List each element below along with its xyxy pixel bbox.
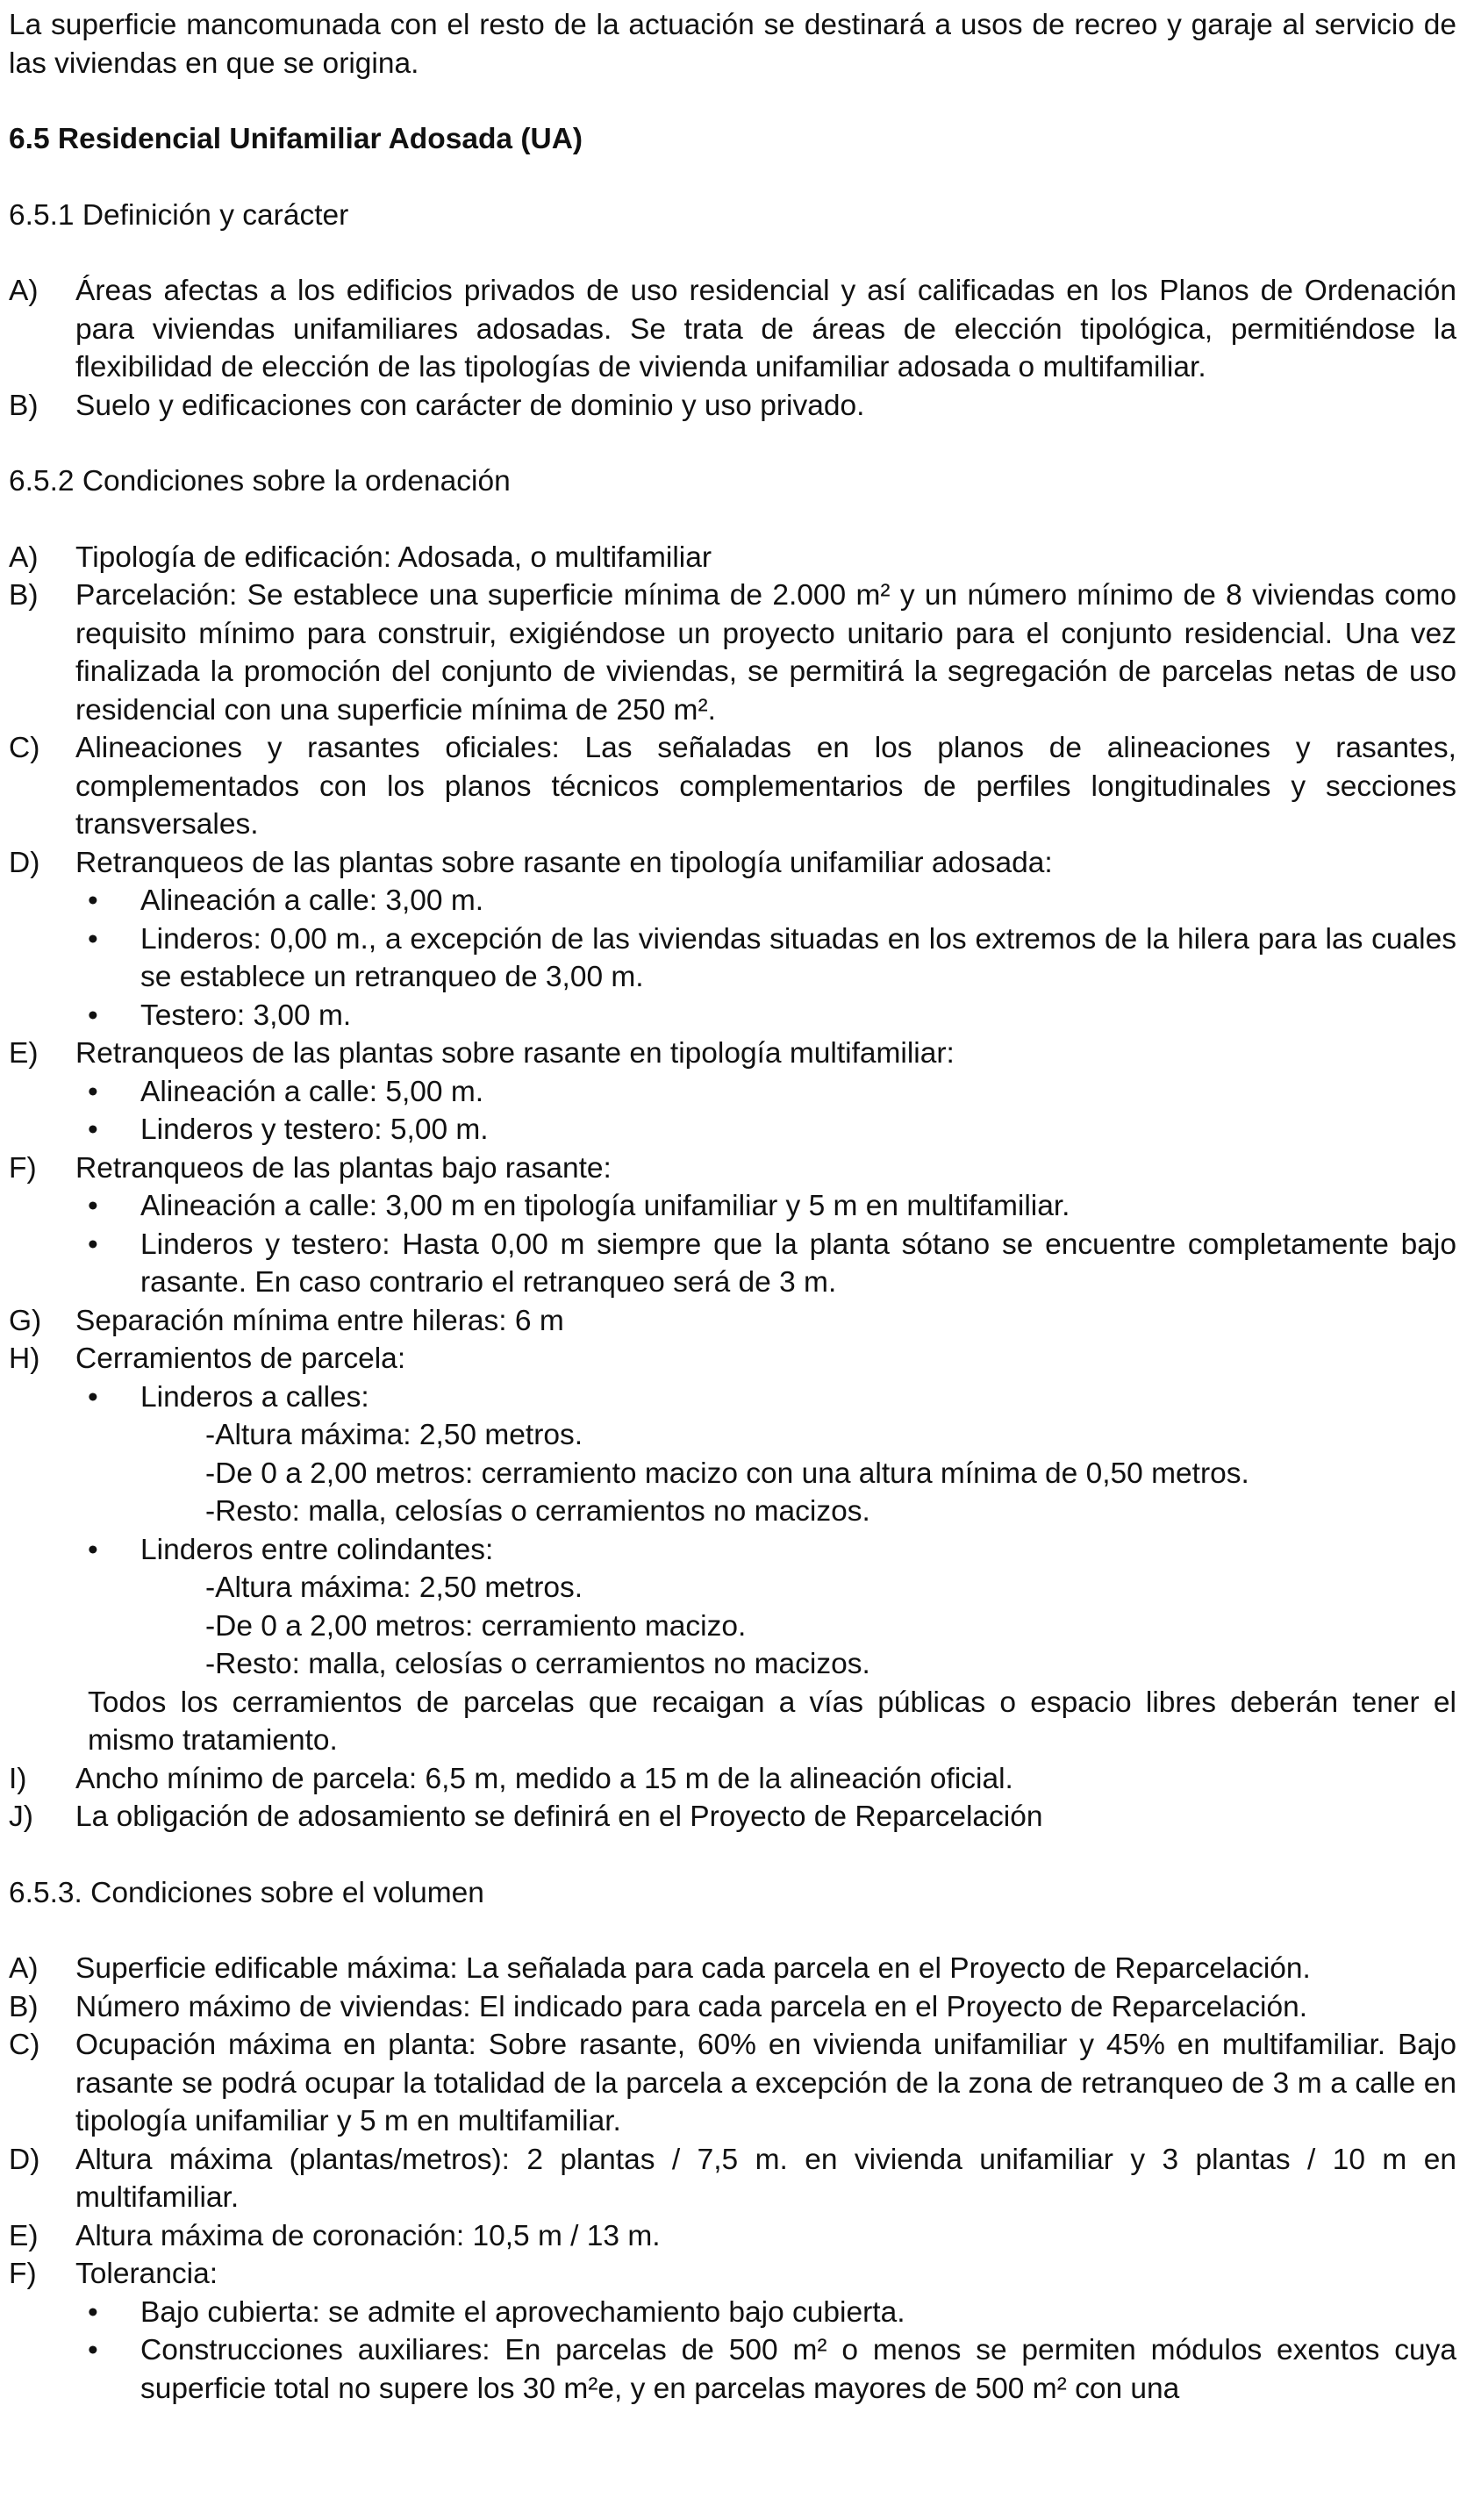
list-item (9, 1302, 1456, 1341)
bullet-text: Alineación a calle: 3,00 m en tipología unifamiliar y 5 m en multifamiliar. (140, 1190, 1070, 1222)
bullet-item (75, 997, 1456, 1035)
list-item (9, 1340, 1456, 1378)
item-text: Tipología de edificación: Adosada, o multifamiliar (75, 541, 712, 574)
bullet-text: Bajo cubierta: se admite el aprovechamiento bajo cubierta. (140, 2295, 905, 2329)
spacer (9, 1912, 1456, 1950)
bullet-icon: • (88, 1228, 98, 1261)
list-item (9, 387, 1456, 426)
sub-list-item: -Altura máxima: 2,50 metros. (205, 1571, 583, 1604)
item-text: Altura máxima de coronación: 10,5 m / 13 m. (75, 2219, 661, 2252)
subsection-title-653: 6.5.3. Condiciones sobre el volumen (9, 1876, 484, 1909)
bullet-icon: • (88, 2295, 98, 2329)
bullet-text: Alineación a calle: 3,00 m. (140, 884, 484, 917)
item-text: Parcelación: Se establece una superficie mínima de 2.000 m² y un número mínimo de 8 viviendas como requisito mínimo para construir, exigiéndose un proyecto unitario para el conjunto residencial. Una vez finalizada la promoción del conjunto de viviendas, se permitirá la segregación de parcelas netas de uso residencial con una superficie mínima de 250 m². (75, 579, 1456, 727)
bullet-icon: • (88, 922, 98, 956)
item-letter: B) (9, 579, 39, 612)
bullet-item (75, 1073, 1456, 1112)
bullet-text: Linderos y testero: 5,00 m. (140, 1113, 489, 1146)
item-text: Ocupación máxima en planta: Sobre rasante, 60% en vivienda unifamiliar y 45% en multifamiliar. Bajo rasante se podrá ocupar la totalidad de la parcela a excepción de la zona de retranqueo de 3 m a calle en tipología unifamiliar y 5 m en multifamiliar. (75, 2029, 1456, 2137)
spacer (9, 82, 1456, 120)
item-text: Separación mínima entre hileras: 6 m (75, 1304, 564, 1337)
bullet-item (75, 1531, 1456, 1570)
item-text: Altura máxima (plantas/metros): 2 plantas / 7,5 m. en vivienda unifamiliar y 3 plantas / 10 m en multifamiliar. (75, 2143, 1456, 2214)
list-item (9, 2141, 1456, 2217)
sub-list-item: -De 0 a 2,00 metros: cerramiento macizo con una altura mínima de 0,50 metros. (205, 1457, 1249, 1490)
spacer (9, 159, 1456, 197)
bullet-icon: • (88, 1533, 98, 1566)
sub-list-item: -Resto: malla, celosías o cerramientos no macizos. (205, 1648, 870, 1680)
item-letter: I) (9, 1762, 27, 1795)
item-letter: B) (9, 389, 39, 422)
item-text: Retranqueos de las plantas sobre rasante en tipología multifamiliar: (75, 1037, 955, 1070)
item-text: Cerramientos de parcela: (75, 1342, 406, 1375)
sub-list-item: -Resto: malla, celosías o cerramientos no macizos. (205, 1495, 870, 1528)
bullet-item (75, 1111, 1456, 1149)
item-text: Retranqueos de las plantas sobre rasante en tipología unifamiliar adosada: (75, 846, 1053, 879)
bullet-item (75, 920, 1456, 997)
bullet-text: Linderos: 0,00 m., a excepción de las viviendas situadas en los extremos de la hilera para las cuales se establece un retranqueo de 3,00 m. (140, 922, 1456, 993)
item-letter: E) (9, 2219, 39, 2252)
spacer (9, 1836, 1456, 1874)
bullet-item (75, 882, 1456, 920)
list-item (9, 539, 1456, 577)
bullet-icon: • (88, 999, 98, 1032)
intro-paragraph: La superficie mancomunada con el resto de la actuación se destinará a usos de recreo y garaje al servicio de las viviendas en que se origina. (9, 9, 1456, 80)
bullet-text: Construcciones auxiliares: En parcelas de 500 m² o menos se permiten módulos exentos cuya superficie total no supere los 30 m²e, y en parcelas mayores de 500 m² con una (140, 2334, 1456, 2405)
item-letter: E) (9, 1037, 39, 1070)
section-title: 6.5 Residencial Unifamiliar Adosada (UA) (9, 123, 583, 155)
list-item (9, 729, 1456, 844)
list-item (9, 1760, 1456, 1799)
list-item (9, 1798, 1456, 1836)
item-letter: A) (9, 1952, 39, 1985)
bullet-text: Alineación a calle: 5,00 m. (140, 1075, 484, 1108)
bullet-icon: • (88, 884, 98, 917)
bullet-text: Linderos a calles: (140, 1380, 369, 1414)
item-text: Alineaciones y rasantes oficiales: Las señaladas en los planos de alineaciones y rasantes, complementados con los planos técnicos complementarios de perfiles longitudinales y secciones transversales. (75, 732, 1456, 841)
bullet-item (75, 1378, 1456, 1417)
spacer (9, 501, 1456, 539)
note-paragraph: Todos los cerramientos de parcelas que recaigan a vías públicas o espacio libres deberán tener el mismo tratamiento. (88, 1686, 1456, 1757)
bullet-item (75, 2331, 1456, 2408)
item-letter: G) (9, 1304, 42, 1337)
item-letter: F) (9, 2258, 37, 2290)
item-letter: J) (9, 1801, 33, 1833)
item-text: Áreas afectas a los edificios privados de uso residencial y así calificadas en los Planos de Ordenación para viviendas unifamiliares adosadas. Se trata de áreas de elección tipológica, permitiéndose la flexibilidad de elección de las tipologías de vivienda unifamiliar adosada o multifamiliar. (75, 275, 1456, 383)
sub-list-item: -De 0 a 2,00 metros: cerramiento macizo. (205, 1609, 747, 1643)
bullet-text: Linderos entre colindantes: (140, 1533, 494, 1566)
item-text: Ancho mínimo de parcela: 6,5 m, medido a 15 m de la alineación oficial. (75, 1762, 1013, 1795)
sub-list (205, 1569, 1456, 1684)
item-text: Tolerancia: (75, 2258, 218, 2290)
item-letter: D) (9, 2143, 40, 2176)
bullet-text: Linderos y testero: Hasta 0,00 m siempre que la planta sótano se encuentre completamente bajo rasante. En caso contrario el retranqueo será de 3 m. (140, 1228, 1456, 1299)
item-letter: C) (9, 732, 40, 764)
item-letter: D) (9, 846, 40, 879)
subsection-title-651: 6.5.1 Definición y carácter (9, 198, 349, 232)
list-item (9, 272, 1456, 387)
list-item (9, 2217, 1456, 2256)
list-item (9, 2026, 1456, 2141)
item-letter: A) (9, 275, 39, 307)
list-item (9, 1950, 1456, 1988)
sub-list-item: -Altura máxima: 2,50 metros. (205, 1419, 583, 1451)
item-letter: F) (9, 1151, 37, 1185)
bullet-icon: • (88, 1113, 98, 1146)
list-item (9, 1988, 1456, 2027)
item-letter: A) (9, 541, 39, 574)
bullet-item (75, 2294, 1456, 2332)
list-item (9, 2255, 1456, 2294)
item-letter: B) (9, 1990, 39, 2023)
bullet-icon: • (88, 1380, 98, 1414)
item-letter: H) (9, 1342, 40, 1375)
item-text: Superficie edificable máxima: La señalada para cada parcela en el Proyecto de Reparcelación. (75, 1952, 1311, 1985)
subsection-title-652: 6.5.2 Condiciones sobre la ordenación (9, 465, 511, 498)
bullet-item (75, 1226, 1456, 1302)
document-page (9, 6, 1456, 2408)
bullet-icon: • (88, 2334, 98, 2366)
item-text: Número máximo de viviendas: El indicado para cada parcela en el Proyecto de Reparcelación. (75, 1990, 1308, 2023)
list-item (9, 1034, 1456, 1073)
list-item (9, 576, 1456, 729)
item-letter: C) (9, 2029, 40, 2061)
bullet-text: Testero: 3,00 m. (140, 999, 352, 1032)
spacer (9, 234, 1456, 272)
list-item (9, 844, 1456, 883)
bullet-icon: • (88, 1190, 98, 1222)
bullet-item (75, 1187, 1456, 1226)
spacer (9, 425, 1456, 462)
item-text: Suelo y edificaciones con carácter de dominio y uso privado. (75, 389, 865, 422)
sub-list (205, 1416, 1456, 1531)
bullet-icon: • (88, 1075, 98, 1108)
list-item (9, 1149, 1456, 1188)
item-text: La obligación de adosamiento se definirá en el Proyecto de Reparcelación (75, 1801, 1043, 1833)
item-text: Retranqueos de las plantas bajo rasante: (75, 1151, 612, 1185)
